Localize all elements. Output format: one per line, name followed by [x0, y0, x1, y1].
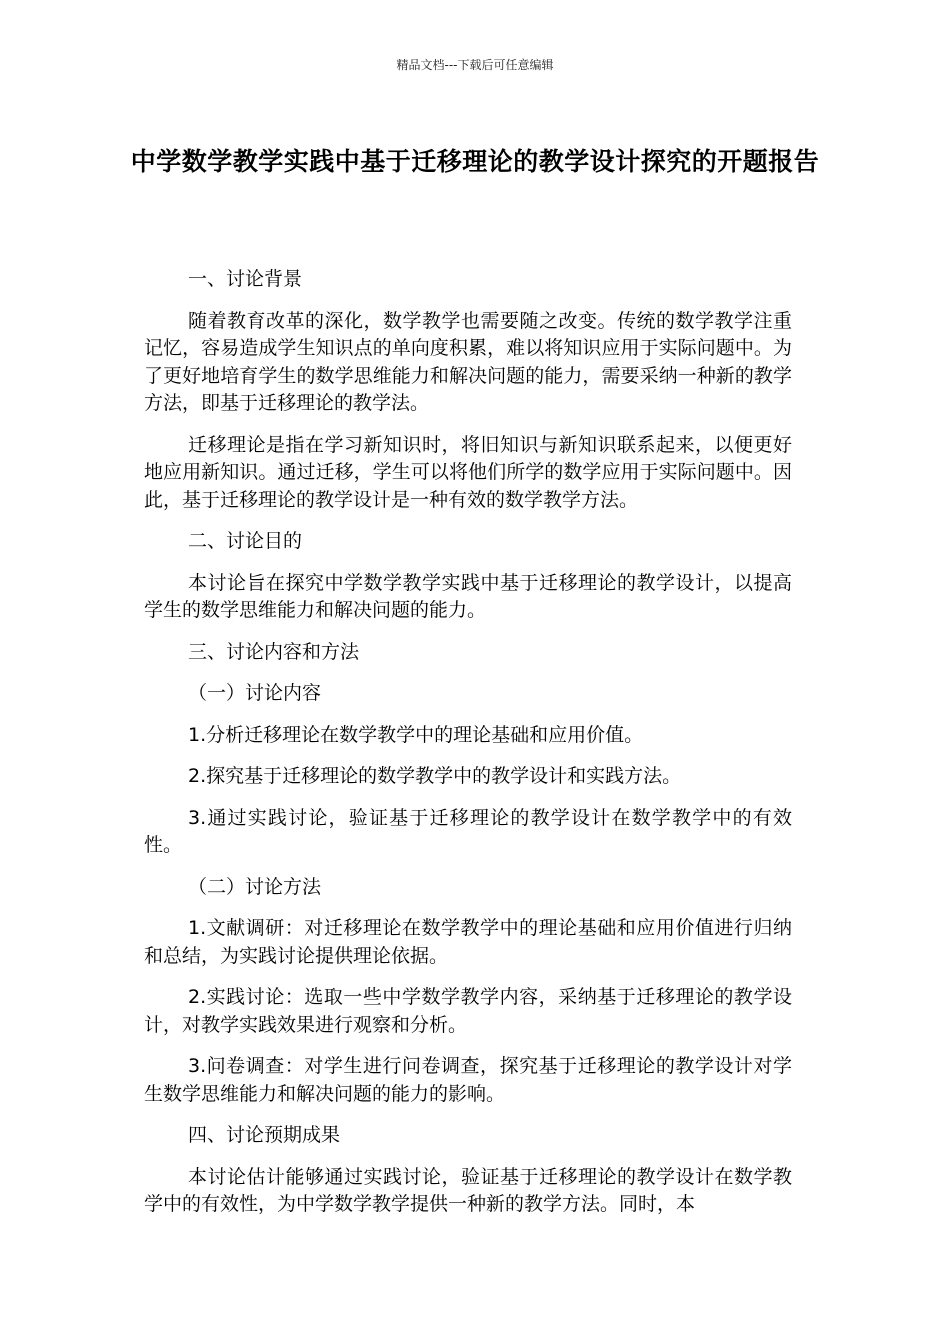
- paragraph: 随着教育改革的深化，数学教学也需要随之改变。传统的数学教学注重记忆，容易造成学生知识点的单向度积累，难以将知识应用于实际问题中。为了更好地培育学生的数学思维能力和解决问题的能力，需要采纳一种新的教学方法，即基于迁移理论的教学法。: [144, 309, 792, 414]
- paragraph: 迁移理论是指在学习新知识时，将旧知识与新知识联系起来，以便更好地应用新知识。通过迁移，学生可以将他们所学的数学应用于实际问题中。因此，基于迁移理论的教学设计是一种有效的数学教学方法。: [144, 433, 792, 511]
- document-title: 中学数学教学实践中基于迁移理论的教学设计探究的开题报告: [130, 147, 820, 176]
- section-heading-expected-results: 四、讨论预期成果: [188, 1124, 341, 1146]
- section-heading-background: 一、讨论背景: [188, 268, 303, 290]
- list-item: 3.通过实践讨论，验证基于迁移理论的教学设计在数学教学中的有效性。: [144, 806, 792, 856]
- header-note: 精品文档---下载后可任意编辑: [396, 58, 554, 72]
- section-heading-content-methods: 三、讨论内容和方法: [188, 640, 360, 663]
- list-item: 2.实践讨论：选取一些中学数学教学内容，采纳基于迁移理论的教学设计，对教学实践效果进行观察和分析。: [144, 986, 792, 1036]
- list-item: 3.问卷调查：对学生进行问卷调查，探究基于迁移理论的教学设计对学生数学思维能力和解决问题的能力的影响。: [144, 1055, 792, 1105]
- list-item: 2.探究基于迁移理论的数学教学中的教学设计和实践方法。: [188, 765, 682, 787]
- list-item: 1.文献调研：对迁移理论在数学教学中的理论基础和应用价值进行归纳和总结，为实践讨论提供理论依据。: [144, 917, 792, 967]
- document-body: [144, 266, 792, 1233]
- paragraph: 本讨论估计能够通过实践讨论，验证基于迁移理论的教学设计在数学教学中的有效性，为中学数学教学提供一种新的教学方法。同时，本: [144, 1165, 792, 1215]
- subsection-heading-methods: （二）讨论方法: [188, 875, 322, 898]
- section-heading-purpose: 二、讨论目的: [188, 530, 303, 552]
- paragraph: 本讨论旨在探究中学数学教学实践中基于迁移理论的教学设计，以提高学生的数学思维能力和解决问题的能力。: [144, 571, 792, 621]
- subsection-heading-content: （一）讨论内容: [188, 682, 322, 704]
- list-item: 1.分析迁移理论在数学教学中的理论基础和应用价值。: [188, 723, 644, 746]
